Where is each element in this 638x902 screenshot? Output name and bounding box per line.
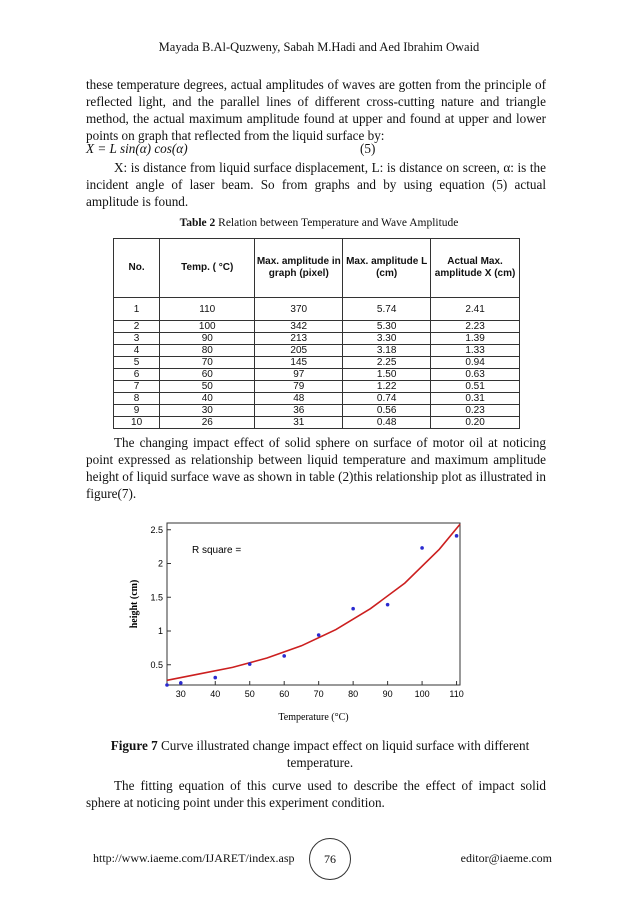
table-cell: 4 [114,345,160,357]
table-cell: 5.30 [343,321,431,333]
table-row [114,333,520,345]
table-caption [0,217,638,229]
table-row [114,321,520,333]
table-cell: 1.22 [343,381,431,393]
table-row [114,393,520,405]
y-tick-label: 1.5 [150,592,163,603]
table-cell: 1.39 [431,333,520,345]
table-cell: 9 [114,405,160,417]
equation: X = L sin(α) cos(α) [86,141,188,156]
footer-url[interactable]: http://www.iaeme.com/IJARET/index.asp [93,851,295,865]
y-tick-label: 2 [157,558,163,569]
table-row [114,298,520,321]
table-cell: 145 [255,357,343,369]
table-cell: 50 [160,381,255,393]
table-cell: 48 [255,393,343,405]
data-point [248,662,252,666]
table-cell: 2 [114,321,160,333]
col-header-no: No. [114,239,160,298]
table-cell: 31 [255,417,343,429]
table-cell: 2.25 [343,357,431,369]
table-caption-text: Relation between Temperature and Wave Amplitude [215,217,459,229]
table-cell: 36 [255,405,343,417]
table-cell: 1.33 [431,345,520,357]
data-point [351,607,355,611]
table-cell: 0.74 [343,393,431,405]
paragraph-4-text: The fitting equation of this curve used to describe the effect of impact solid sphere at noticing point under this experiment condition. [86,778,546,810]
x-tick-label: 50 [244,689,255,699]
table-cell: 0.94 [431,357,520,369]
x-tick-label: 90 [382,689,393,699]
table-row [114,381,520,393]
table-cell: 70 [160,357,255,369]
table-cell: 5.74 [343,298,431,321]
x-tick-label: 100 [414,689,430,699]
table-cell: 0.63 [431,369,520,381]
figure-7-chart [125,517,475,727]
table-cell: 0.23 [431,405,520,417]
paragraph-1: these temperature degrees, actual amplitudes of waves are gotten from the principle of reflected light, and the parallel lines of different cross-cutting nature and triangle method, the actual maximum amplitude found at upper and found at upper and lower points on graph that reflected from the liquid surface by: [86,77,546,143]
col-header-l: Max. amplitude L (cm) [343,239,431,298]
table-cell: 3.18 [343,345,431,357]
figure-caption-text: Curve illustrated change impact effect on liquid surface with different temperature. [157,738,530,770]
table-cell: 60 [160,369,255,381]
table-cell: 90 [160,333,255,345]
table-row [114,357,520,369]
paragraph-2: X: is distance from liquid surface displacement, L: is distance on screen, α: is the incident angle of laser beam. So from graphs and by using equation (5) actual amplitude is found. [86,160,546,209]
paragraph-3: The changing impact effect of solid sphere on surface of motor oil at noticing point expressed as relationship between liquid temperature and maximum amplitude height of liquid surface wave as shown in table (2)this relationship plot as illustrated in figure(7). [86,435,546,501]
table-cell: 100 [160,321,255,333]
x-tick-label: 80 [348,689,359,699]
page-number: 76 [309,838,351,880]
table-cell: 10 [114,417,160,429]
table-caption-label: Table 2 [179,217,216,229]
table-cell: 0.51 [431,381,520,393]
col-header-x: Actual Max. amplitude X (cm) [431,239,520,298]
table-cell: 26 [160,417,255,429]
equation-number: (5) [360,141,376,156]
table-cell: 3.30 [343,333,431,345]
figure-caption-label: Figure 7 [110,738,158,753]
table-cell: 0.20 [431,417,520,429]
table-cell: 205 [255,345,343,357]
table-cell: 6 [114,369,160,381]
figure-caption [100,737,540,771]
data-point [420,546,424,550]
x-axis-label: Temperature (°C) [278,712,349,723]
table-cell: 1.50 [343,369,431,381]
table-cell: 30 [160,405,255,417]
data-point [455,534,459,538]
data-point [386,603,390,607]
table-cell: 1 [114,298,160,321]
table-cell: 2.41 [431,298,520,321]
table-cell: 2.23 [431,321,520,333]
y-tick-label: 2.5 [150,524,163,535]
col-header-pixel: Max. amplitude in graph (pixel) [255,239,343,298]
data-point [213,676,217,680]
x-tick-label: 70 [313,689,324,699]
x-tick-label: 30 [175,689,186,699]
table-cell: 370 [255,298,343,321]
table-cell: 5 [114,357,160,369]
table-cell: 110 [160,298,255,321]
col-header-temp: Temp. ( °C) [160,239,255,298]
table-cell: 97 [255,369,343,381]
x-tick-label: 60 [279,689,290,699]
table-cell: 213 [255,333,343,345]
table-cell: 8 [114,393,160,405]
running-header: Mayada B.Al-Quzweny, Sabah M.Hadi and Aed Ibrahim Owaid [158,40,480,54]
table-cell: 79 [255,381,343,393]
x-tick-label: 110 [449,689,464,699]
r-square-annotation: R square = [192,545,242,556]
table-cell: 3 [114,333,160,345]
data-point [317,633,321,637]
data-table [113,238,520,429]
table-cell: 0.48 [343,417,431,429]
table-row [114,345,520,357]
data-point [165,683,169,687]
data-point [282,654,286,658]
table-cell: 0.56 [343,405,431,417]
table-cell: 342 [255,321,343,333]
y-tick-label: 0.5 [150,659,163,670]
y-tick-label: 1 [157,626,163,636]
table-cell: 80 [160,345,255,357]
y-axis-label: height (cm) [129,579,140,629]
table-row [114,405,520,417]
x-tick-label: 40 [210,689,221,699]
table-cell: 0.31 [431,393,520,405]
table-cell: 40 [160,393,255,405]
footer-email[interactable]: editor@iaeme.com [460,851,552,865]
table-row [114,417,520,429]
table-cell: 7 [114,381,160,393]
table-row [114,369,520,381]
data-point [179,681,183,685]
